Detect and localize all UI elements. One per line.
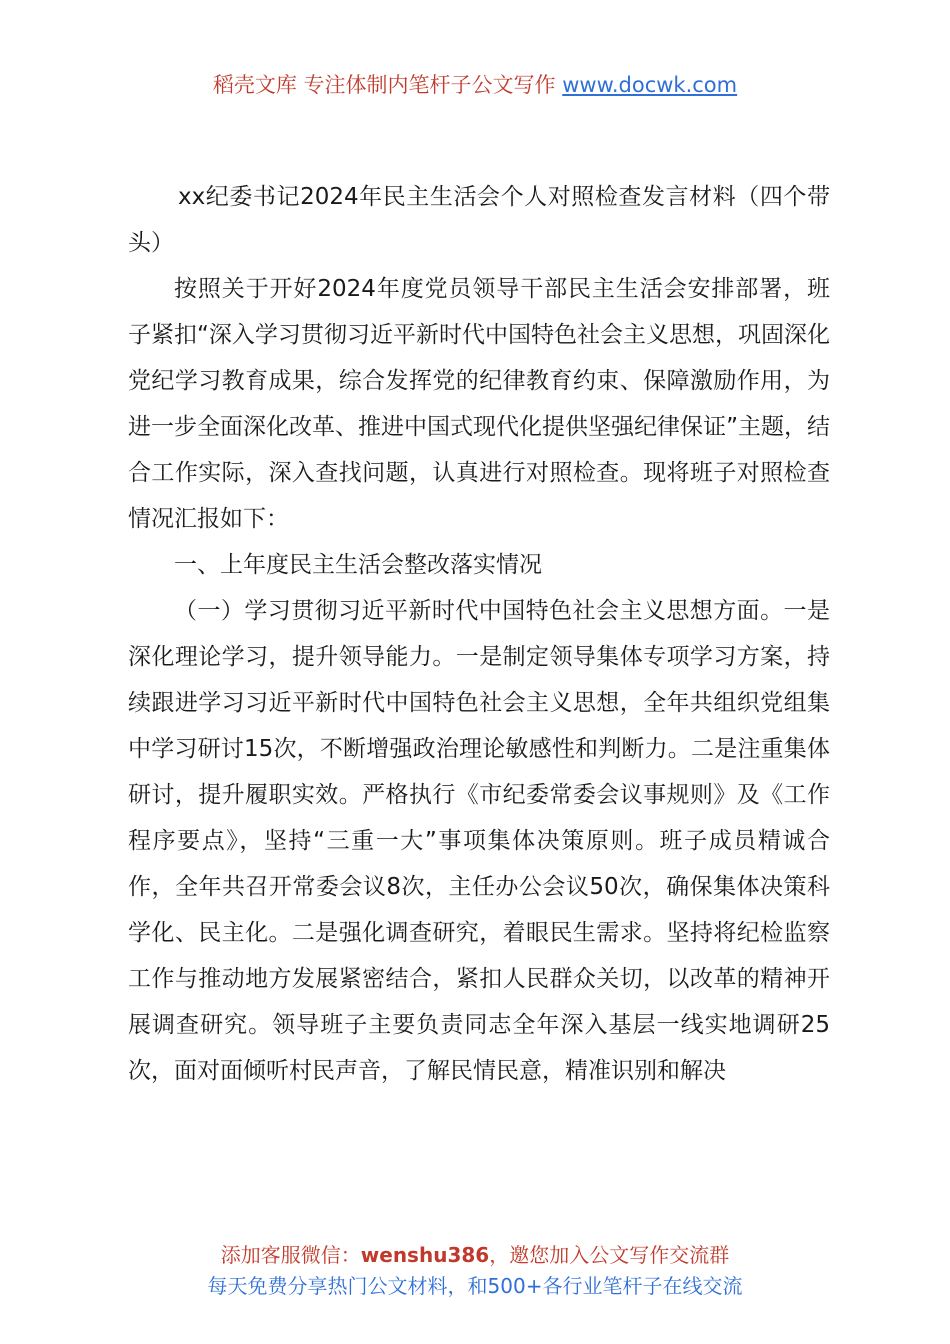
page-header [0, 70, 950, 100]
section-heading: 一、上年度民主生活会整改落实情况 [174, 552, 542, 578]
footer-contact-suffix: ，邀您加入公文写作交流群 [489, 1243, 730, 1267]
site-url-link[interactable]: www.docwk.com [562, 73, 738, 97]
footer-contact-prefix: 添加客服微信： [220, 1243, 361, 1267]
footer-contact-line [0, 1240, 950, 1271]
section-body-paragraph: （一）学习贯彻习近平新时代中国特色社会主义思想方面。一是深化理论学习，提升领导能力。一是制定领导集体专项学习方案，持续跟进学习习近平新时代中国特色社会主义思想，全年共组织党组集中学习研讨15次，不断增强政治理论敏感性和判断力。二是注重集体研讨，提升履职实效。严格执行《市纪委常委会议事规则》及《工作程序要点》，坚持“三重一大”事项集体决策原则。班子成员精诚合作，全年共召开常委会议8次，主任办公会议50次，确保集体决策科学化、民主化。二是强化调查研究，着眼民生需求。坚持将纪检监察工作与推动地方发展紧密结合，紧扣人民群众关切，以改革的精神开展调查研究。领导班子主要负责同志全年深入基层一线实地调研25次，面对面倾听村民声音，了解民情民意，精准识别和解决 [128, 598, 830, 1084]
document-body [128, 174, 830, 1094]
intro-paragraph: 按照关于开好2024年度党员领导干部民主生活会安排部署，班子紧扣“深入学习贯彻习近平新时代中国特色社会主义思想，巩固深化党纪学习教育成果，综合发挥党的纪律教育约束、保障激励作用，为进一步全面深化改革、推进中国式现代化提供坚强纪律保证”主题，结合工作实际，深入查找问题，认真进行对照检查。现将班子对照检查情况汇报如下： [128, 276, 830, 532]
wechat-id: wenshu386 [360, 1243, 490, 1267]
document-title: xx纪委书记2024年民主生活会个人对照检查发言材料（四个带头） [128, 184, 830, 256]
page-footer [0, 1240, 950, 1302]
footer-promo-line: 每天免费分享热门公文材料，和500+各行业笔杆子在线交流 [207, 1274, 743, 1298]
brand-slogan: 稻壳文库 专注体制内笔杆子公文写作 [212, 73, 556, 97]
